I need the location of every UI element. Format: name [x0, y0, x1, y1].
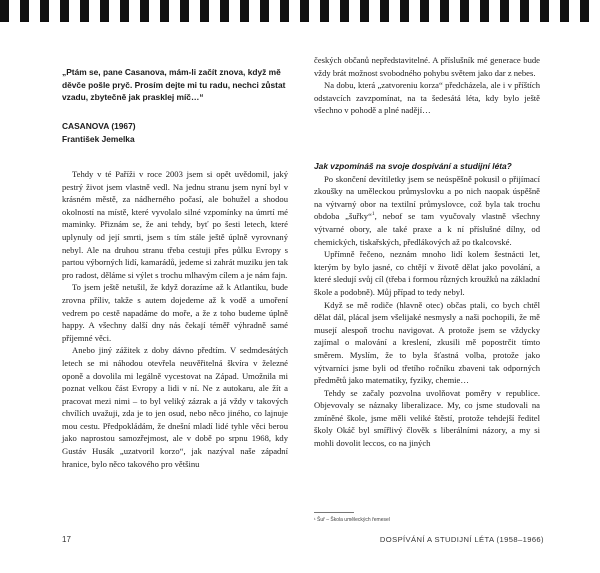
header-stripe-band [0, 0, 600, 22]
paragraph: českých občanů nepředstavitelné. A příslušník mé generace bude vždy brát možnost svobodného pohybu světem jako dar z nebes. [314, 55, 540, 78]
right-column-intro [314, 54, 540, 117]
right-column-interview [314, 160, 540, 450]
motto-quote: „Ptám se, pane Casanova, mám-li začít znova, když mě děvče pošle pryč. Prosím dejte mi tu radu, nechci zůstat vzadu, zbytečně jak prasklej míč…“ [62, 67, 286, 103]
paragraph: Tehdy se začaly pozvolna uvolňovat poměry v republice. Objevovaly se náznaky liberalizace. My, co jsme studovali na zmíněné škole, jsme měli veliké štěstí, protože tehdejší ředitel školy Okáč byl smířlivý člověk s liberálními názory, a my si mohli dovolit leccos, co na jiných [314, 387, 540, 449]
paragraph: Tehdy v té Paříži v roce 2003 jsem si opět uvědomil, jaký pestrý život jsem vlastně vedl. Na jednu stranu jsem nyní byl v krásném městě, za nádherného počasí, ale bohužel a shodou okolností na místě, které vyvolalo silné vzpomínky na úmrtí mé maminky. Přiznám se, že ani tehdy, byť po šesti letech, které uplynuly od její smrti, jsem s tím stále ještě úplně vyrovnaný nebyl. Ale na druhou stranu třeba cestuji přes půlku Evropy s partou výborných lidí, kamarádů, jedeme si zahrát muziku jen tak pro radost, děláme si výlet s trochu mlhavým cílem a je nám fajn. [62, 169, 288, 280]
paragraph: To jsem ještě netušil, že když dorazíme až k Atlantiku, bude zrovna příliv, takže s autem dojedeme až k vodě a umoření vedrem po cestě napadáme do moře, a že z toho budeme úplně happy. A všechny další dny nás čekají téměř výhradně samé příjemné věci. [62, 282, 288, 343]
running-head: DOSPÍVÁNÍ A STUDIJNÍ LÉTA (1958–1966) [379, 535, 544, 544]
paragraph: Na dobu, která „zatvoreniu korza“ předcházela, ale i v příštích odstavcích zavzpomínat, na ta šedesátá léta, kdy bylo ještě všechno v pohodě a plné nadějí… [314, 80, 540, 116]
paragraph: Upřímně řečeno, neznám mnoho lidí kolem šestnácti let, kterým by bylo jasné, co chtějí v životě dělat jako povolání, a které sledují svůj cíl (třeba i formou různých kroužků na základní škole a podobně). Můj případ to tedy nebyl. [314, 249, 540, 297]
motto-author: František Jemelka [62, 133, 135, 144]
motto-song-title: CASANOVA (1967) [62, 121, 136, 131]
left-column-text [62, 168, 288, 470]
footnote-marker: 1 [371, 211, 375, 218]
paragraph-part: , nebof se tam vyučovaly vlastně všechny výtvarné obory, ale také praxe a k ní příslušné dílny, od chemických, tiskařských, předlákových až po tkalcovské. [314, 211, 540, 247]
paragraph: Když se mě rodiče (hlavně otec) občas ptali, co bych chtěl dělat dál, plácal jsem všelijaké nesmysly a naši pochopili, že mě musejí alespoň trochu navigovat. A protože jsem se vždycky zajímal o malování a kreslení, zkusili mě popostrčit tímto směrem. Myslím, že to byla šťastná volba, protože jako výtvarníci jsme byli od třetího ročníku zbaveni tak odporných předmětů jako matematiky, fyziky, chemie… [314, 299, 540, 386]
interview-question: Jak vzpomínáš na svoje dospívání a studijní léta? [314, 161, 512, 171]
paragraph [314, 173, 540, 249]
footnote-rule [314, 512, 354, 513]
paragraph: Anebo jiný zážitek z doby dávno předtím. V sedmdesátých letech se mi náhodou otevřela neuvěřitelná škvíra v železné oponě a dovolila mi legálně vycestovat na Západ. Umožnila mi poznat velkou část Evropy a lidi v ní. Ne z autokaru, ale žít a pracovat mezi nimi – to byl veliký zázrak a já vždy v takových chvílích uvažuji, zda je to jen osud, nebo něco jiného, co lajnuje mou cestu. Předpokládám, že dnešní mladí lidé tyhle věci berou jako naprostou samozřejmost, ale v době po srpnu 1968, kdy Gustáv Husák „uzatvoril korzo“, jak nazýval naše západní hranice, bylo něco takového pro většinu [62, 345, 288, 469]
footnote: ¹ Šuř – Škola uměleckých řemesel [314, 517, 390, 523]
motto-attribution [62, 120, 288, 145]
paragraph-part: Po skončení devítiletky jsem se neúspěšně pokusil o přijímací zkoušky na uměleckou průmyslovku a po nich naopak úspěšně na výtvarný obor na textilní průmyslovce, což byla tak trochu obdoba „šuřky“ [314, 173, 540, 222]
page-number: 17 [62, 535, 71, 544]
